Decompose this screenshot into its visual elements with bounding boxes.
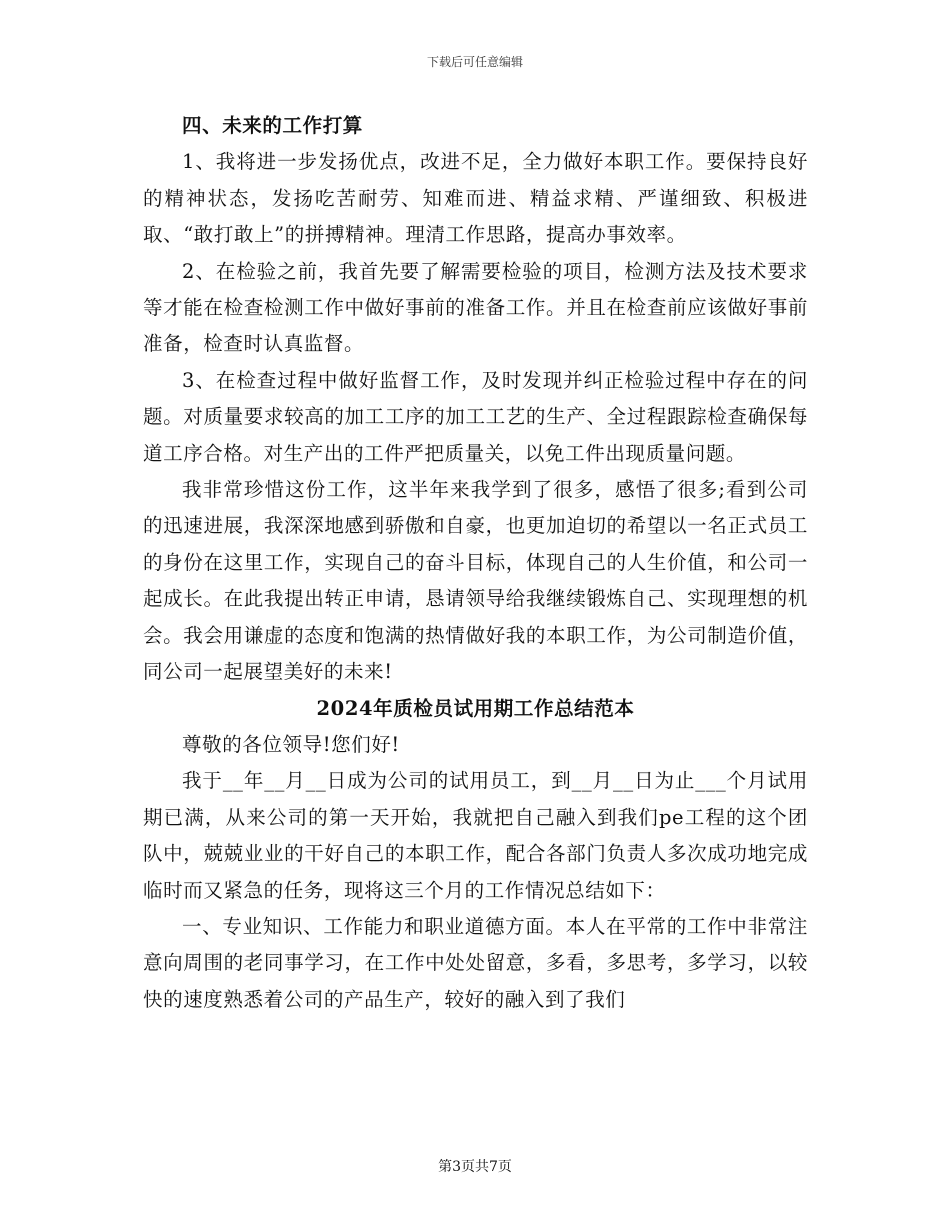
paragraph-plan-2: 2、在检验之前，我首先要了解需要检验的项目，检测方法及技术要求等才能在检查检测工作中做好事前的准备工作。并且在检查前应该做好事前准备，检查时认真监督。 [143,259,808,356]
paragraph-plan-1: 1、我将进一步发扬优点，改进不足，全力做好本职工作。要保持良好的精神状态，发扬吃苦耐劳、知难而进、精益求精、严谨细致、积极进取、“敢打敢上”的拼搏精神。理清工作思路，提高办事效率。 [143,150,808,247]
section-heading: 四、未来的工作打算 [182,114,363,137]
document-body [143,108,808,1018]
paragraph-closing: 我非常珍惜这份工作，这半年来我学到了很多，感悟了很多;看到公司的迅速进展，我深深地感到骄傲和自豪，也更加迫切的希望以一名正式员工的身份在这里工作，实现自己的奋斗目标，体现自己的人生价值，和公司一起成长。在此我提出转正申请，恳请领导给我继续锻炼自己、实现理想的机会。我会用谦虚的态度和饱满的热情做好我的本职工作，为公司制造价值，同公司一起展望美好的未来! [143,478,808,684]
paragraph-greeting: 尊敬的各位领导!您们好! [182,732,400,756]
page-header: 下载后可任意编辑 [426,55,523,69]
page-footer: 第3页共7页 [438,1159,512,1175]
paragraph-plan-3: 3、在检查过程中做好监督工作，及时发现并纠正检验过程中存在的问题。对质量要求较高的加工工序的加工工艺的生产、全过程跟踪检查确保每道工序合格。对生产出的工件严把质量关，以免工件出现质量问题。 [143,368,808,465]
paragraph-intro: 我于__年__月__日成为公司的试用员工，到__月__日为止___个月试用期已满，从来公司的第一天开始，我就把自己融入到我们pe工程的这个团队中，兢兢业业的干好自己的本职工作，配合各部门负责人多次成功地完成临时而又紧急的任务，现将这三个月的工作情况总结如下： [143,769,808,902]
paragraph-section-one: 一、专业知识、工作能力和职业道德方面。本人在平常的工作中非常注意向周围的老同事学习，在工作中处处留意，多看，多思考，多学习，以较快的速度熟悉着公司的产品生产，较好的融入到了我们 [143,914,808,1011]
document-title: 2024年质检员试用期工作总结范本 [316,696,635,720]
